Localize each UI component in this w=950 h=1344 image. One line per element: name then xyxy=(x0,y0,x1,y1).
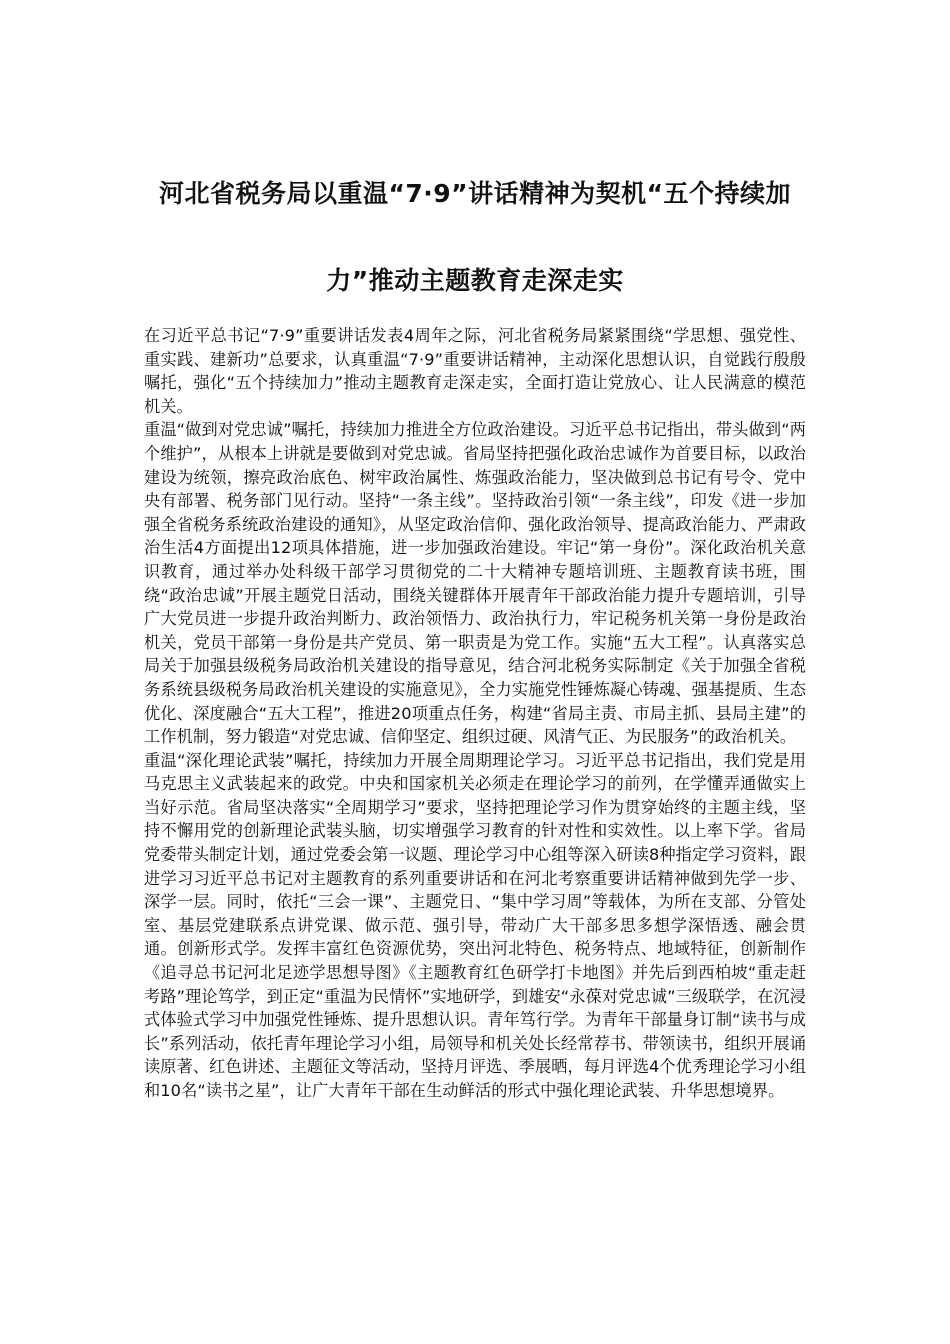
paragraph-intro: 在习近平总书记“7·9”重要讲话发表4周年之际，河北省税务局紧紧围绕“学思想、强党性、重实践、建新功”总要求，认真重温“7·9”重要讲话精神，主动深化思想认识，自觉践行殷殷嘱托，强化“五个持续加力”推动主题教育走深走实，全面打造让党放心、让人民满意的模范机关。 xyxy=(144,326,806,416)
title-line-1: 河北省税务局以重温“7·9”讲话精神为契机“五个持续加 xyxy=(158,179,792,208)
paragraph-theory-study: 重温“深化理论武装”嘱托，持续加力开展全周期理论学习。习近平总书记指出，我们党是用马克思主义武装起来的政党。中央和国家机关必须走在理论学习的前列，在学懂弄通做实上当好示范。省局坚决落实“全周期学习”要求，坚持把理论学习作为贯穿始终的主题主线，坚持不懈用党的创新理论武装头脑，切实增强学习教育的针对性和实效性。以上率下学。省局党委带头制定计划，通过党委会第一议题、理论学习中心组等深入研读8种指定学习资料，跟进学习习近平总书记对主题教育的系列重要讲话和在河北考察重要讲话精神做到先学一步、深学一层。同时，依托“三会一课”、主题党日、“集中学习周”等载体，为所在支部、分管处室、基层党建联系点讲党课、做示范、强引导，带动广大干部多思多想学深悟透、融会贯通。创新形式学。发挥丰富红色资源优势，突出河北特色、税务特点、地域特征，创新制作《追寻总书记河北足迹学思想导图》《主题教育红色研学打卡地图》并先后到西柏坡“重走赶考路”理论笃学，到正定“重温为民情怀”实地研学，到雄安“永葆对党忠诚”三级联学，在沉浸式体验式学习中加强党性锤炼、提升思想认识。青年笃行学。为青年干部量身订制“读书与成长”系列活动，依托青年理论学习小组，局领导和机关处长经常荐书、带领读书，组织开展诵读原著、红色讲述、主题征文等活动，坚持月评选、季展晒，每月评选4个优秀理论学习小组和10名“读书之星”，让广大青年干部在生动鲜活的形式中强化理论武装、升华思想境界。 xyxy=(144,750,806,1100)
title-line-2: 力”推动主题教育走深走实 xyxy=(326,266,624,295)
document-title xyxy=(120,150,830,324)
document-body xyxy=(144,324,806,1103)
paragraph-political-building: 重温“做到对党忠诚”嘱托，持续加力推进全方位政治建设。习近平总书记指出，带头做到“两个维护”，从根本上讲就是要做到对党忠诚。省局坚持把强化政治忠诚作为首要目标，以政治建设为统领，擦亮政治底色、树牢政治属性、炼强政治能力，坚决做到总书记有号令、党中央有部署、税务部门见行动。坚持“一条主线”。坚持政治引领“一条主线”，印发《进一步加强全省税务系统政治建设的通知》，从坚定政治信仰、强化政治领导、提高政治能力、严肃政治生活4方面提出12项具体措施，进一步加强政治建设。牢记“第一身份”。深化政治机关意识教育，通过举办处科级干部学习贯彻党的二十大精神专题培训班、主题教育读书班，围绕“政治忠诚”开展主题党日活动，围绕关键群体开展青年干部政治能力提升专题培训，引导广大党员进一步提升政治判断力、政治领悟力、政治执行力，牢记税务机关第一身份是政治机关，党员干部第一身份是共产党员、第一职责是为党工作。实施“五大工程”。认真落实总局关于加强县级税务局政治机关建设的指导意见，结合河北税务实际制定《关于加强全省税务系统县级税务局政治机关建设的实施意见》，全力实施党性锤炼凝心铸魂、强基提质、生态优化、深度融合“五大工程”，推进20项重点任务，构建“省局主责、市局主抓、县局主建”的工作机制，努力锻造“对党忠诚、信仰坚定、组织过硬、风清气正、为民服务”的政治机关。 xyxy=(144,420,806,747)
